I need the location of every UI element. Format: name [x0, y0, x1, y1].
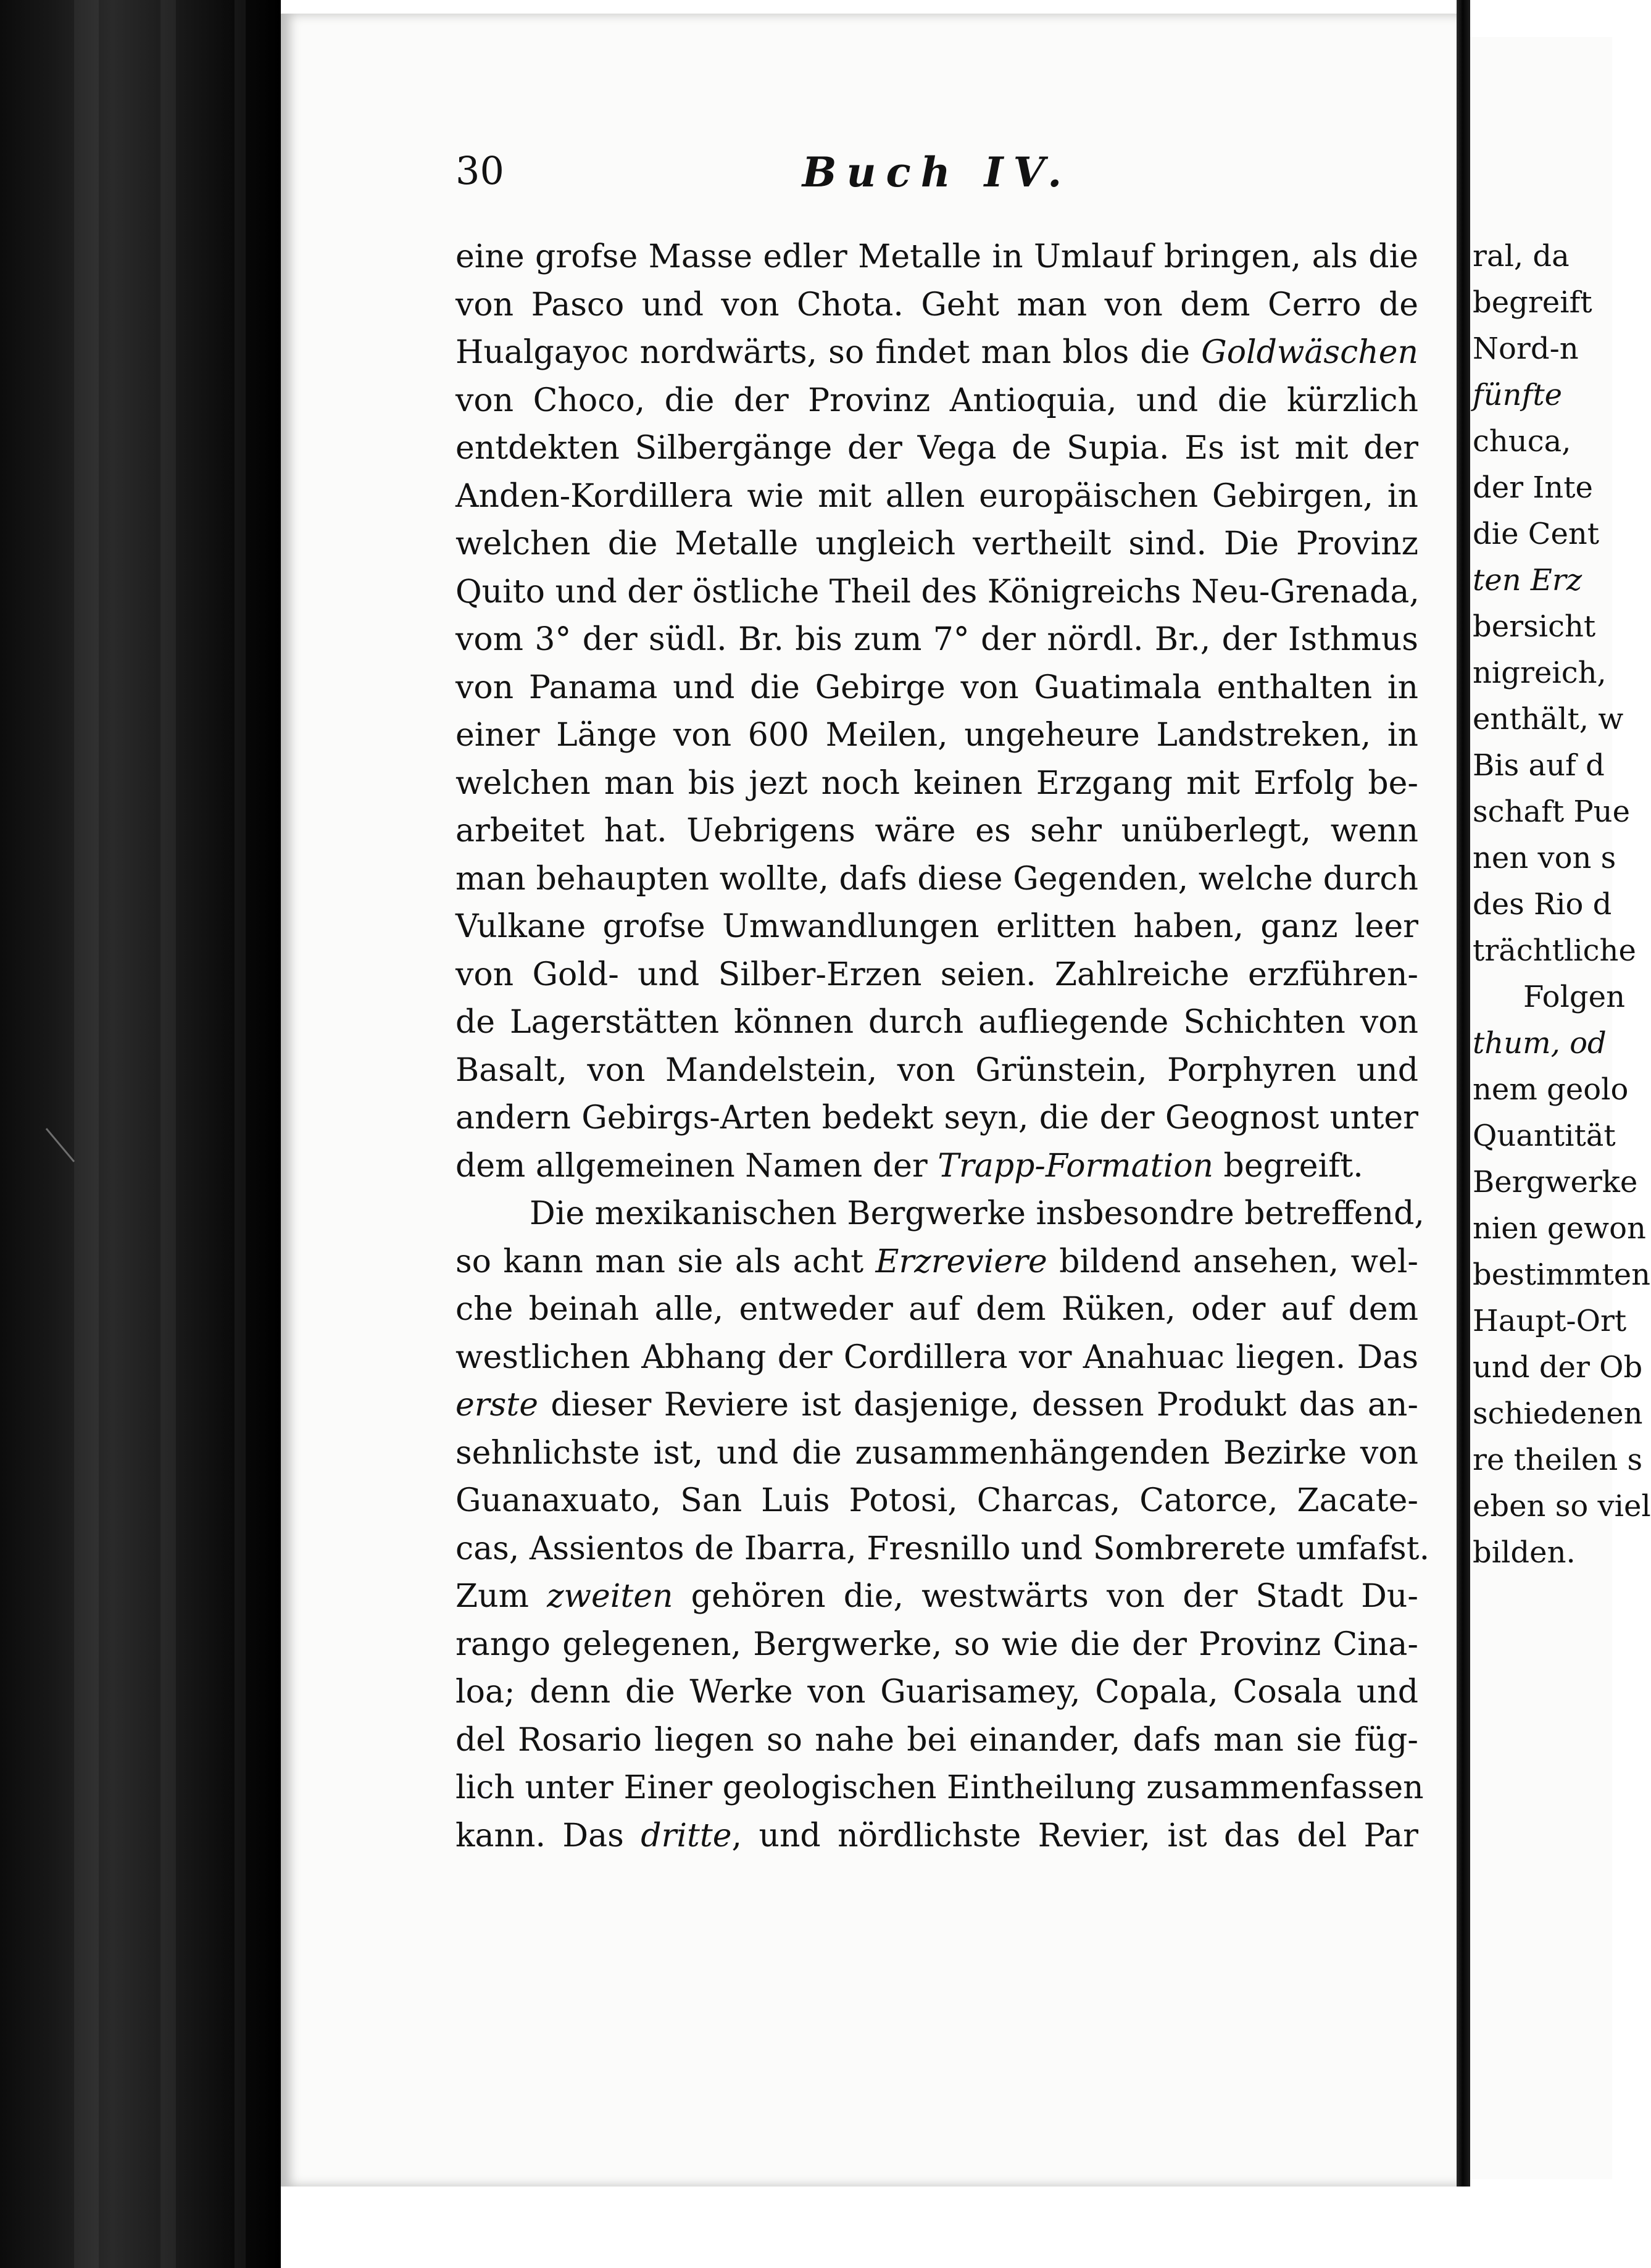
text-line: che beinah alle, entweder auf dem Rüken, oder auf dem	[455, 1291, 1418, 1328]
text-line: man behaupten wollte, dafs diese Gegenden, welche durch	[455, 860, 1418, 898]
text-line: rango gelegenen, Bergwerke, so wie die der Provinz Cina-	[455, 1625, 1418, 1663]
right-text-line: nem geolo	[1473, 1072, 1629, 1107]
right-text-line: Nord-n	[1473, 331, 1579, 366]
text-line: Guanaxuato, San Luis Potosi, Charcas, Catorce, Zacate-	[455, 1482, 1418, 1519]
text-line: welchen man bis jezt noch keinen Erzgang mit Erfolg be-	[455, 764, 1418, 802]
italic-term: Goldwäschen	[1201, 334, 1418, 371]
right-text-line: nen von s	[1473, 841, 1616, 875]
text-line: Zum zweiten gehören die, westwärts von der Stadt Du-	[455, 1578, 1418, 1615]
right-text-line: thum, od	[1473, 1026, 1607, 1061]
text-line: von Pasco und von Chota. Geht man von dem Cerro de	[455, 286, 1418, 323]
right-text-line: enthält, w	[1473, 702, 1624, 736]
text-line: eine grofse Masse edler Metalle in Umlauf bringen, als die	[455, 238, 1418, 275]
right-text-line: Bergwerke	[1473, 1165, 1638, 1199]
page-number: 30	[455, 148, 504, 193]
text-line: westlichen Abhang der Cordillera vor Anahuac liegen. Das	[455, 1338, 1418, 1376]
right-text-line: eben so viel	[1473, 1489, 1651, 1524]
italic-term: erste	[455, 1386, 538, 1424]
text-line: erste dieser Reviere ist dasjenige, dessen Produkt das an-	[455, 1386, 1418, 1424]
right-text-line: des Rio d	[1473, 887, 1612, 922]
right-text-line: ral, da	[1473, 239, 1570, 273]
scan-bottom-margin	[281, 2187, 1612, 2268]
right-text-line: re theilen s	[1473, 1443, 1643, 1477]
right-page-text	[1470, 233, 1651, 1576]
page-header	[455, 148, 1418, 204]
text-line: von Choco, die der Provinz Antioquia, und die kürzlich	[455, 381, 1418, 419]
right-text-line: begreift	[1473, 285, 1592, 320]
text-line: andern Gebirgs-Arten bedekt seyn, die der Geognost unter	[455, 1099, 1418, 1136]
text-line: Quito und der östliche Theil des Königreichs Neu-Grenada,	[455, 573, 1420, 611]
running-head: Buch IV.	[802, 148, 1072, 196]
right-text-line: bilden.	[1473, 1535, 1576, 1570]
right-text-line: ten Erz	[1473, 563, 1582, 598]
right-text-line: trächtliche	[1473, 933, 1636, 968]
text-line: so kann man sie als acht Erzreviere bildend ansehen, wel-	[455, 1243, 1418, 1280]
text-line: vom 3° der südl. Br. bis zum 7° der nördl. Br., der Isthmus	[455, 621, 1418, 658]
italic-term: Trapp-Formation	[938, 1147, 1214, 1185]
text-line: kann. Das dritte, und nördlichste Revier, ist das del Par	[455, 1817, 1418, 1854]
right-text-line: schaft Pue	[1473, 794, 1630, 829]
text-line: lich unter Einer geologischen Eintheilung zusammenfassen	[455, 1769, 1424, 1806]
text-line: einer Länge von 600 Meilen, ungeheure Landstreken, in	[455, 717, 1418, 754]
right-text-line: die Cent	[1473, 517, 1600, 551]
text-line: Hualgayoc nordwärts, so findet man blos die Goldwäschen	[455, 334, 1418, 371]
right-text-line: Quantität	[1473, 1119, 1616, 1153]
text-line: entdekten Silbergänge der Vega de Supia. Es ist mit der	[455, 430, 1418, 467]
paragraph-first-line: Die mexikanischen Bergwerke insbesondre betreffend,	[530, 1195, 1424, 1232]
right-text-line: schiedenen	[1473, 1396, 1643, 1431]
scan-border-left	[0, 0, 281, 2268]
text-line: von Gold- und Silber-Erzen seien. Zahlreiche erzführen-	[455, 956, 1418, 993]
right-text-line: chuca,	[1473, 424, 1571, 459]
right-text-line: Haupt-Ort	[1473, 1304, 1627, 1338]
right-text-line: Folgen	[1523, 980, 1625, 1014]
text-line: Basalt, von Mandelstein, von Grünstein, Porphyren und	[455, 1051, 1418, 1089]
text-line: loa; denn die Werke von Guarisamey, Copala, Cosala und	[455, 1674, 1418, 1711]
left-page-text	[455, 233, 1430, 1860]
text-line: Vulkane grofse Umwandlungen erlitten haben, ganz leer	[455, 908, 1418, 945]
right-text-line: nien gewon	[1473, 1211, 1646, 1246]
right-text-line: bestimmten	[1473, 1257, 1651, 1292]
right-text-line: bersicht	[1473, 609, 1596, 644]
text-line: Anden-Kordillera wie mit allen europäischen Gebirgen, in	[455, 477, 1418, 515]
text-line: arbeitet hat. Uebrigens wäre es sehr unüberlegt, wenn	[455, 812, 1418, 849]
italic-term: dritte	[641, 1817, 732, 1854]
text-line: sehnlichste ist, und die zusammenhängenden Bezirke von	[455, 1434, 1418, 1472]
text-line: dem allgemeinen Namen der Trapp-Formation begreift.	[455, 1147, 1363, 1185]
right-text-line: und der Ob	[1473, 1350, 1643, 1385]
text-line: welchen die Metalle ungleich vertheilt sind. Die Provinz	[455, 525, 1418, 562]
text-line: del Rosario liegen so nahe bei einander, dafs man sie füg-	[455, 1721, 1418, 1759]
right-text-line: fünfte	[1473, 378, 1563, 412]
text-line: cas, Assientos de Ibarra, Fresnillo und Sombrerete umfafst.	[455, 1530, 1430, 1567]
text-line: de Lagerstätten können durch aufliegende Schichten von	[455, 1004, 1418, 1041]
italic-term: zweiten	[547, 1578, 673, 1615]
italic-term: Erzreviere	[875, 1243, 1047, 1280]
right-text-line: der Inte	[1473, 470, 1593, 505]
text-line: von Panama und die Gebirge von Guatimala enthalten in	[455, 669, 1418, 706]
page-gutter	[1457, 0, 1470, 2268]
right-text-line: Bis auf d	[1473, 748, 1605, 783]
right-text-line: nigreich,	[1473, 656, 1607, 690]
